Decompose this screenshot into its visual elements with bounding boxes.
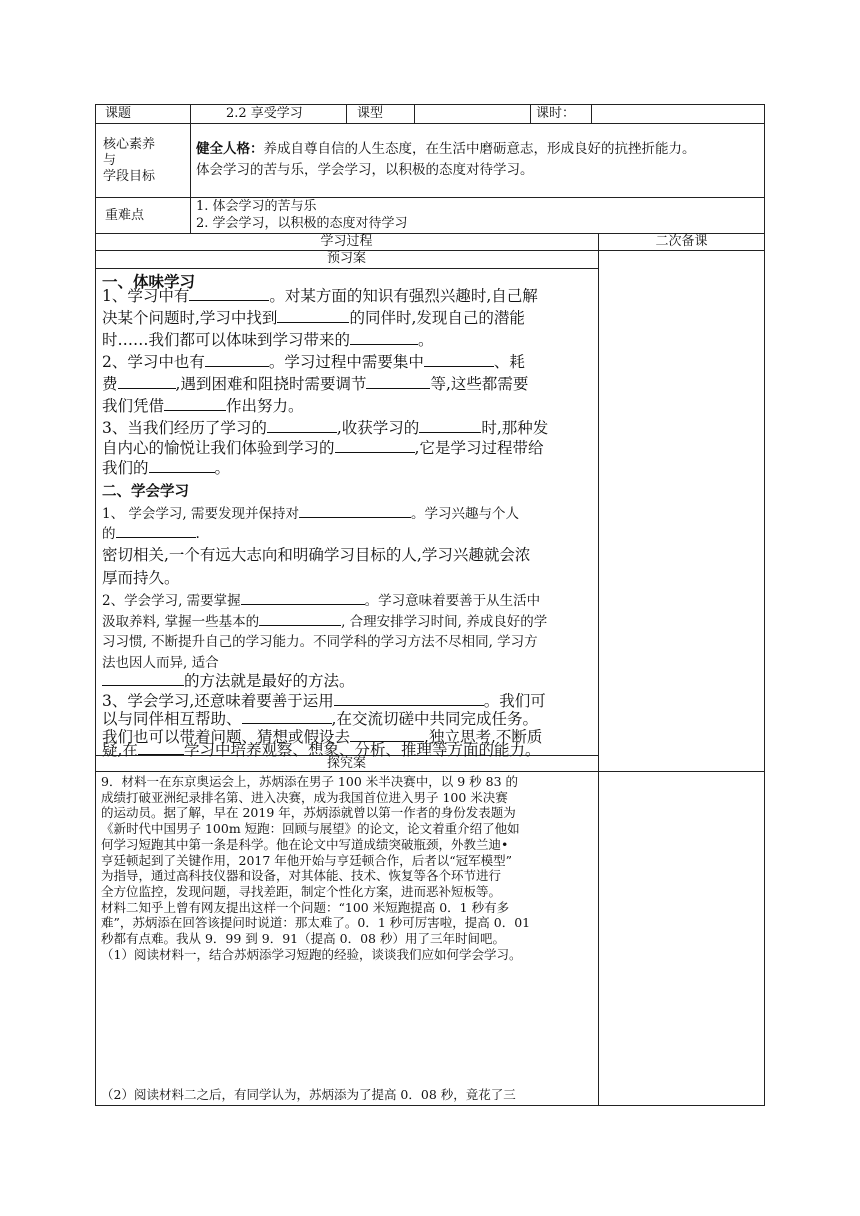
explore-line: 全方位监控，发现问题，寻找差距，制定个性化方案，进而恶补短板等。 bbox=[101, 883, 502, 899]
explore-header: 探究案 bbox=[326, 756, 366, 771]
preview-s2-line10: 3、学会学习,还意味着要善于运用 。我们可 bbox=[102, 692, 546, 710]
explore-line: 何学习短跑其中第一条是科学。他在论文中写道成绩突破瓶颈，外教兰迪• bbox=[101, 836, 509, 852]
goals-label-3: 学段目标 bbox=[103, 169, 156, 184]
topic-value: 2.2 享受学习 bbox=[226, 106, 303, 121]
preview-s2-line11: 以与同伴相互帮助、 ,在交流切磋中共同完成任务。 bbox=[102, 710, 538, 728]
preview-s1-line9: 我们的 。 bbox=[102, 459, 231, 477]
preview-s2-line1: 1、 学会学习, 需要发现并保持对 。学习兴趣与个人 bbox=[102, 503, 519, 525]
preview-s2-line13: 疑,在 学习中培养观察、想象、分析、推理等方面的能力。 bbox=[102, 741, 541, 759]
preview-s2-line12: 我们也可以带着问题、猜想或假设去 ,独立思考,不断质 bbox=[102, 728, 543, 746]
preview-s1-line4: 2、学习中也有 。学习过程中需要集中 、耗 bbox=[102, 353, 525, 371]
explore-line: 9．材料一在东京奥运会上，苏炳添在男子 100 米半决赛中，以 9 秒 83 的 bbox=[101, 774, 519, 789]
preview-section2-title: 二、学会学习 bbox=[102, 483, 189, 500]
explore-line: 为指导，通过高科技仪器和设备，对其体能、技术、恢复等各个环节进行 bbox=[101, 868, 502, 884]
explore-line: 的运动员。据了解，早在 2019 年，苏炳添就曾以第一作者的身份发表题为 bbox=[101, 805, 516, 821]
goals-line-1-text: 养成自尊自信的人生态度，在生活中磨砺意志，形成良好的抗挫折能力。 bbox=[263, 141, 696, 157]
explore-line: 亨廷顿起到了关键作用，2017 年他开始与亨廷顿合作，后者以“冠军模型” bbox=[101, 852, 513, 868]
explore-line: 成绩打破亚洲纪录排名第、进入决赛，成为我国首位进入男子 100 米决赛 bbox=[101, 789, 508, 805]
goals-line-1 bbox=[196, 141, 696, 157]
preview-s2-line2: 的 . bbox=[102, 523, 200, 545]
explore-line: （1）阅读材料一，结合苏炳添学习短跑的经验，谈谈我们应如何学会学习。 bbox=[101, 946, 522, 962]
preview-s1-line1: 1、学习中有 。对某方面的知识有强烈兴趣时,自己解 bbox=[102, 287, 538, 305]
explore-line: 难”，苏炳添在回答该提问时说道：那太难了。0．1 秒可厉害啦，提高 0．01 bbox=[101, 915, 531, 931]
key-label: 重难点 bbox=[105, 208, 145, 223]
preview-s1-line8: 自内心的愉悦让我们体验到学习的 ,它是学习过程带给 bbox=[102, 439, 544, 457]
preview-s1-line2: 决某个问题时,学习中找到 的同伴时,发现自己的潜能 bbox=[102, 309, 525, 327]
preview-s2-line8: 法也因人而异, 适合 bbox=[102, 655, 219, 671]
preview-s2-line3: 密切相关,一个有远大志向和明确学习目标的人,学习兴趣就会浓 bbox=[102, 546, 531, 564]
preview-s1-line6: 我们凭借 作出努力。 bbox=[102, 397, 304, 415]
preview-s2-line9: 的方法就是最好的方法。 bbox=[102, 670, 355, 693]
goals-label-1: 核心素养 bbox=[103, 137, 156, 152]
preview-s1-line7: 3、当我们经历了学习的 ,收获学习的 时,那种发 bbox=[102, 419, 549, 437]
key-item-2: 2. 学会学习，以积极的态度对待学习 bbox=[196, 216, 408, 231]
goals-bold-prefix: 健全人格： bbox=[196, 141, 264, 157]
key-item-1: 1. 体会学习的苦与乐 bbox=[196, 199, 317, 214]
preview-s2-line4: 厚而持久。 bbox=[102, 569, 180, 587]
preview-s2-line7: 习习惯, 不断提升自己的学习能力。不同学科的学习方法不尽相同, 学习方 bbox=[102, 634, 538, 650]
explore-line: 《新时代中国男子 100m 短跑：回顾与展望》的论文，论文着重介绍了他如 bbox=[101, 821, 520, 837]
preview-s1-line5: 费 ,遇到困难和阻挠时需要调节 等,这些都需要 bbox=[102, 375, 529, 393]
topic-label: 课题 bbox=[105, 106, 132, 121]
time-label: 课时： bbox=[536, 106, 576, 121]
preview-header: 预习案 bbox=[326, 251, 366, 266]
explore-line: 材料二知乎上曾有网友提出这样一个问题：“100 米短跑提高 0．1 秒有多 bbox=[101, 899, 510, 915]
goals-line-2: 体会学习的苦与乐，学会学习，以积极的态度对待学习。 bbox=[196, 162, 534, 178]
preview-s2-line5: 2、学会学习, 需要掌握 。学习意味着要善于从生活中 bbox=[102, 590, 540, 612]
preview-s2-line6: 汲取养料, 掌握一些基本的 , 合理安排学习时间, 养成良好的学 bbox=[102, 611, 547, 633]
type-label: 课型 bbox=[357, 106, 384, 121]
explore-line: 秒都有点难。我从 9．99 到 9．91（提高 0．08 秒）用了三年时间吧。 bbox=[101, 931, 505, 946]
lesson-plan-table bbox=[95, 104, 765, 1106]
preview-section1-title: 一、体味学习 bbox=[102, 272, 196, 291]
second-prep-header: 二次备课 bbox=[655, 234, 708, 249]
explore-question-2: （2）阅读材料二之后，有同学认为，苏炳添为了提高 0．08 秒，竟花了三 bbox=[101, 1087, 516, 1102]
process-header: 学习过程 bbox=[320, 234, 373, 249]
goals-label-2: 与 bbox=[103, 153, 117, 168]
preview-s1-line3: 时……我们都可以体味到学习带来的 。 bbox=[102, 331, 434, 349]
